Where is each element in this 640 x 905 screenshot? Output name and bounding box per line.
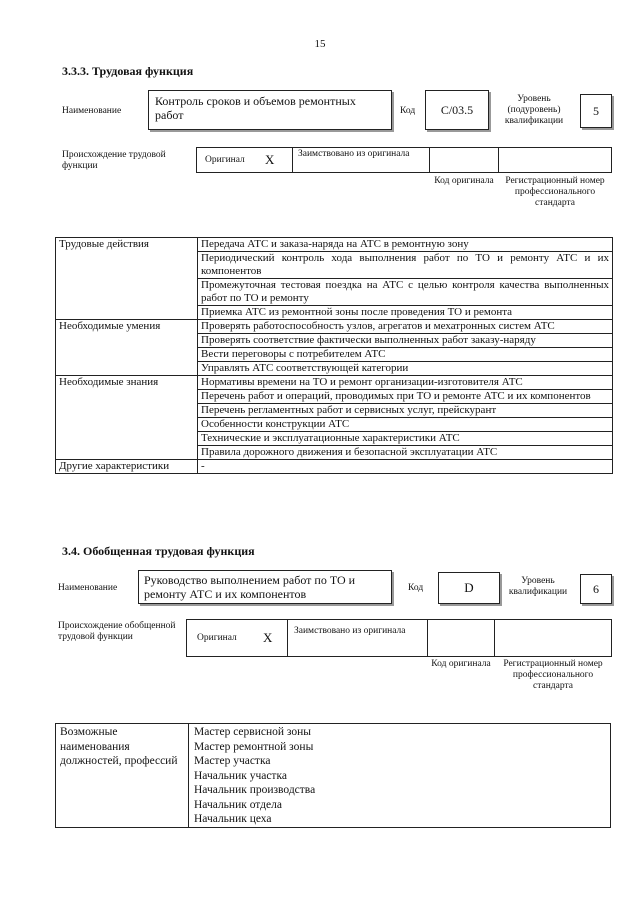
origin-label: Происхождение обобщенной трудовой функции xyxy=(58,621,176,642)
row-label: Другие характеристики xyxy=(56,460,198,474)
table-cell: Проверять работоспособность узлов, агрегатов и мехатронных систем АТС xyxy=(198,320,613,334)
origin-code-caption: Код оригинала xyxy=(431,659,491,669)
table-cell: - xyxy=(198,460,613,474)
positions-label: Возможные наименования должностей, профессий xyxy=(60,726,178,767)
borrowed-label: Заимствовано из оригинала xyxy=(298,149,410,159)
level-value: 5 xyxy=(580,94,612,128)
table-cell: Вести переговоры с потребителем АТС xyxy=(198,348,613,362)
page-number: 15 xyxy=(314,38,326,50)
table-row xyxy=(56,238,613,252)
origin-code-cell xyxy=(427,619,495,657)
code-value: D xyxy=(438,572,500,604)
list-item: Мастер участка xyxy=(194,755,271,767)
section-title: 3.4. Обобщенная трудовая функция xyxy=(62,544,255,558)
table-cell: Проверять соответствие фактически выполненных работ заказу-наряду xyxy=(198,334,613,348)
original-label: Оригинал xyxy=(197,633,237,643)
level-label: Уровень (подуровень) квалификации xyxy=(504,94,564,126)
positions-table xyxy=(55,723,611,828)
table-cell: Нормативы времени на ТО и ремонт организации-изготовителя АТС xyxy=(198,376,613,390)
list-item: Мастер ремонтной зоны xyxy=(194,740,314,753)
code-value: С/03.5 xyxy=(425,90,489,130)
code-label: Код xyxy=(408,583,424,593)
level-label: Уровень квалификации xyxy=(508,576,568,597)
level-value: 6 xyxy=(580,574,612,604)
table-cell: Периодический контроль хода выполнения работ по ТО и ремонту АТС и их компонентов xyxy=(198,252,613,279)
name-value: Руководство выполнением работ по ТО и ремонту АТС и их компонентов xyxy=(138,570,392,604)
reg-number-caption: Регистрационный номер профессионального стандарта xyxy=(503,659,603,691)
table-cell: Передача АТС и заказа-наряда на АТС в ремонтную зону xyxy=(198,238,613,252)
borrowed-label: Заимствовано из оригинала xyxy=(294,626,406,636)
origin-code-cell xyxy=(429,147,499,173)
list-item: Начальник отдела xyxy=(194,798,282,811)
origin-code-caption: Код оригинала xyxy=(434,176,494,186)
reg-number-cell xyxy=(494,619,612,657)
row-label: Трудовые действия xyxy=(56,238,198,320)
table-row xyxy=(56,460,613,474)
reg-number-caption: Регистрационный номер профессионального стандарта xyxy=(505,176,605,208)
labor-function-table xyxy=(55,237,613,474)
table-cell: Промежуточная тестовая поездка на АТС с целью контроля качества выполненных работ по ТО и ремонту xyxy=(198,279,613,306)
original-cell xyxy=(186,619,288,657)
origin-label: Происхождение трудовой функции xyxy=(62,150,166,171)
name-value: Контроль сроков и объемов ремонтных работ xyxy=(148,90,392,130)
code-label: Код xyxy=(400,106,416,116)
name-label: Наименование xyxy=(58,583,118,593)
list-item: Начальник производства xyxy=(194,784,316,796)
name-label: Наименование xyxy=(62,106,122,116)
original-mark: X xyxy=(263,630,273,645)
table-row xyxy=(56,320,613,334)
row-label: Необходимые умения xyxy=(56,320,198,376)
original-mark: X xyxy=(265,152,275,167)
row-label: Необходимые знания xyxy=(56,376,198,460)
table-cell: Особенности конструкции АТС xyxy=(198,418,613,432)
borrowed-cell xyxy=(292,147,430,173)
original-cell xyxy=(196,147,293,173)
reg-number-cell xyxy=(498,147,612,173)
borrowed-cell xyxy=(287,619,428,657)
table-cell: Приемка АТС из ремонтной зоны после проведения ТО и ремонта xyxy=(198,306,613,320)
list-item: Начальник цеха xyxy=(194,813,272,825)
table-cell: Правила дорожного движения и безопасной эксплуатации АТС xyxy=(198,446,613,460)
list-item: Начальник участка xyxy=(194,769,287,782)
table-cell: Технические и эксплуатационные характеристики АТС xyxy=(198,432,613,446)
list-item: Мастер сервисной зоны xyxy=(194,726,312,738)
original-label: Оригинал xyxy=(205,155,245,165)
section-title: 3.3.3. Трудовая функция xyxy=(62,64,194,78)
table-cell: Управлять АТС соответствующей категории xyxy=(198,362,613,376)
table-cell: Перечень работ и операций, проводимых при ТО и ремонте АТС и их компонентов xyxy=(198,390,613,404)
table-row xyxy=(56,376,613,390)
table-cell: Перечень регламентных работ и сервисных услуг, прейскурант xyxy=(198,404,613,418)
positions-list xyxy=(194,725,594,827)
column-divider xyxy=(188,724,189,827)
